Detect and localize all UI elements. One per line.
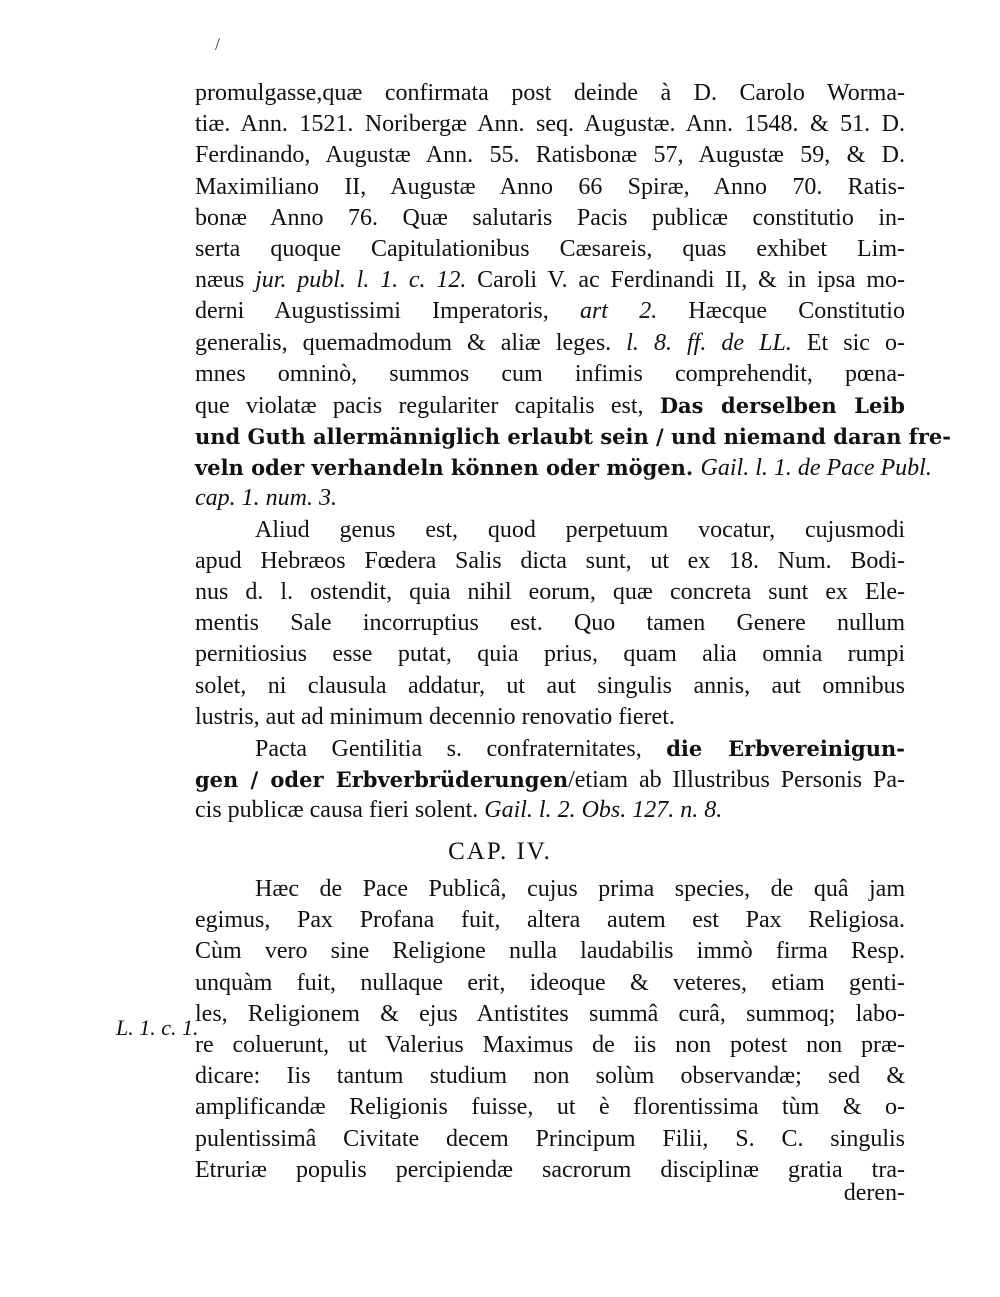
text-line <box>195 390 905 421</box>
text-line: lustris, aut ad minimum decennio renovatio fieret. <box>195 703 675 730</box>
text-line <box>195 296 905 327</box>
blackletter-text: gen / oder Erbverbrüderungen <box>195 767 569 793</box>
text-line: pulentissimâ Civitate decem Principum Filii, S. C. singulis <box>195 1125 905 1152</box>
text-line: dicare: Iis tantum studium non solùm observandæ; sed & <box>195 1063 905 1090</box>
text-line: solet, ni clausula addatur, ut aut singulis annis, aut omnibus <box>195 672 905 699</box>
text-line: pernitiosius esse putat, quia prius, quam alia omnia rumpi <box>195 641 905 668</box>
text-segment: Hæcque Constitutio <box>657 298 905 325</box>
text-segment: Pacta Gentilitia s. confraternitates, <box>255 735 667 762</box>
text-line: unquàm fuit, nullaque erit, ideoque & veteres, etiam genti- <box>195 969 905 996</box>
text-segment: næus <box>195 267 256 294</box>
text-line: Aliud genus est, quod perpetuum vocatur, cujusmodi <box>255 516 905 543</box>
blackletter-text: veln oder verhandeln können oder mögen. <box>195 455 701 481</box>
text-line: serta quoque Capitulationibus Cæsareis, quas exhibet Lim- <box>195 235 905 262</box>
margin-note: L. 1. c. 1. <box>116 1015 199 1040</box>
text-segment: Caroli V. ac Ferdinandi II, & in ipsa mo- <box>466 267 905 294</box>
chapter-heading: CAP. IV. <box>448 838 552 865</box>
text-block <box>195 78 951 827</box>
page-mark: / <box>215 34 221 54</box>
text-line: amplificandæ Religionis fuisse, ut è florentissima tùm & o- <box>195 1094 905 1121</box>
blackletter-text: die Erbvereinigun- <box>666 735 905 761</box>
text-line: nus d. l. ostendit, quia nihil eorum, quæ concreta sunt ex Ele- <box>195 579 905 605</box>
text-segment: que violatæ pacis regulariter capitalis est, <box>195 392 660 419</box>
text-segment: Et sic o- <box>791 329 905 356</box>
text-line: Etruriæ populis percipiendæ sacrorum disciplinæ gratia tra- <box>195 1156 905 1183</box>
text-line: Ferdinando, Augustæ Ann. 55. Ratisbonæ 57, Augustæ 59, & D. <box>195 142 905 169</box>
text-line: mentis Sale incorruptius est. Quo tamen Genere nullum <box>195 610 905 637</box>
text-line: re coluerunt, ut Valerius Maximus de iis non potest non præ- <box>195 1031 905 1058</box>
text-line: Cùm vero sine Religione nulla laudabilis immò firma Resp. <box>195 938 905 965</box>
catchword: deren- <box>843 1180 905 1206</box>
blackletter-text: Das derselben Leib <box>659 392 905 418</box>
citation: jur. publ. l. 1. c. 12. <box>255 267 467 294</box>
text-line: promulgasse,quæ confirmata post deinde à D. Carolo Worma- <box>195 80 905 106</box>
text-line: egimus, Pax Profana fuit, altera autem est Pax Religiosa. <box>195 907 905 934</box>
text-segment: cis publicæ causa fieri solent. <box>195 797 485 824</box>
text-segment: derni Augustissimi Imperatoris, <box>195 298 580 325</box>
text-line <box>195 328 905 359</box>
text-line: Maximiliano II, Augustæ Anno 66 Spiræ, Anno 70. Ratis- <box>195 173 905 200</box>
text-line <box>195 795 905 826</box>
text-line <box>195 733 905 764</box>
text-line: apud Hebræos Fœdera Salis dicta sunt, ut ex 18. Num. Bodi- <box>195 547 905 574</box>
citation: art 2. <box>579 298 658 325</box>
text-line: Hæc de Pace Publicâ, cujus prima species, de quâ jam <box>255 876 905 902</box>
text-line <box>195 452 932 483</box>
text-line: tiæ. Ann. 1521. Noribergæ Ann. seq. Augustæ. Ann. 1548. & 51. D. <box>195 111 905 138</box>
text-line <box>195 764 905 795</box>
text-line: les, Religionem & ejus Antistites summâ curâ, summoq; labo- <box>195 1000 905 1027</box>
text-line <box>195 421 951 452</box>
citation: Gail. l. 2. Obs. 127. n. 8. <box>484 797 723 824</box>
citation: Gail. l. 1. de Pace Publ. <box>700 455 932 482</box>
blackletter-text: und Guth allermänniglich erlaubt sein / und niemand daran fre- <box>195 424 951 450</box>
citation: l. 8. ff. de LL. <box>626 329 792 356</box>
text-line: mnes omninò, summos cum infimis comprehendit, pœna- <box>195 360 905 387</box>
text-segment: /etiam ab Illustribus Personis Pa- <box>568 767 905 794</box>
text-block <box>195 874 905 1186</box>
text-line: bonæ Anno 76. Quæ salutaris Pacis publicæ constitutio in- <box>195 204 905 231</box>
text-line <box>195 265 905 296</box>
text-line: cap. 1. num. 3. <box>195 485 337 512</box>
text-segment: generalis, quemadmodum & aliæ leges. <box>195 329 627 356</box>
